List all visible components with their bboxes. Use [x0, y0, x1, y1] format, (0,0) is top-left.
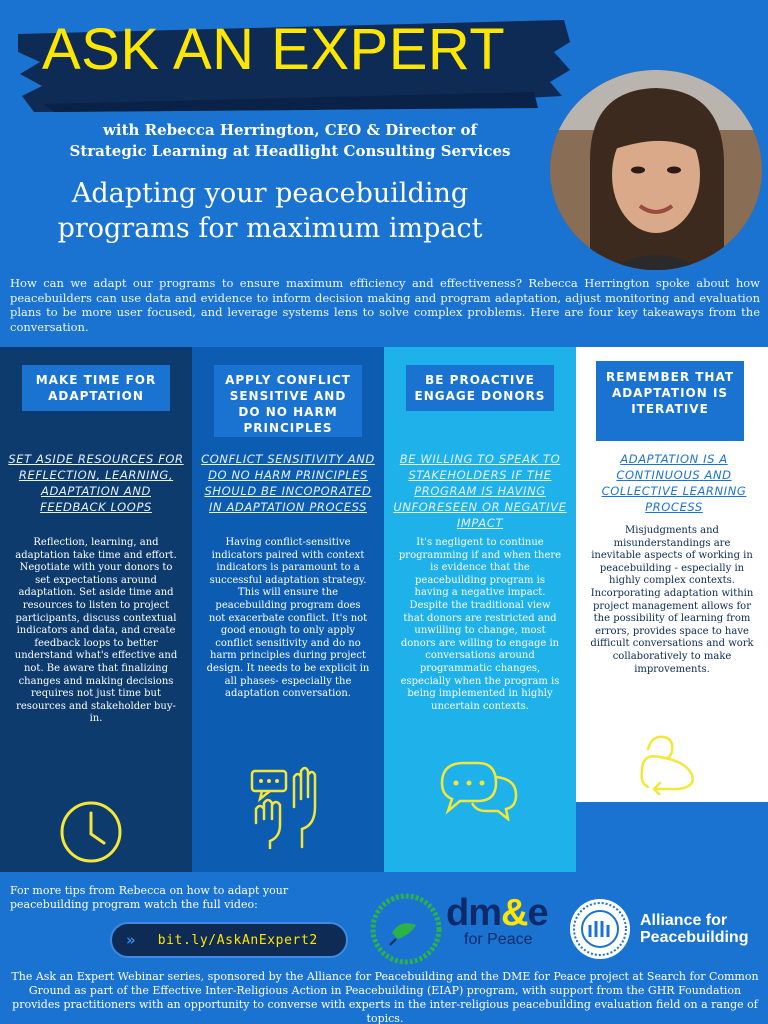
clock-icon — [58, 799, 124, 865]
intro-paragraph: How can we adapt our programs to ensure maximum efficiency and effectiveness? Rebecca Herrington spoke about how peacebuilders can use data and evidence to inform decision making and program adaptation, adjust monitoring and evaluation plans to be more user focused, and leverage systems lens to solve complex problems. Here are four key takeaways from the conversation. — [10, 276, 760, 334]
subtitle-line-1: Adapting your peacebuilding — [71, 178, 469, 209]
takeaway-column-2 — [192, 347, 384, 872]
eiap-logo-icon — [370, 893, 442, 965]
takeaway-heading: REMEMBER THAT ADAPTATION IS ITERATIVE — [596, 361, 744, 441]
video-link-text[interactable]: bit.ly/AskAnExpert2 — [157, 932, 318, 948]
video-link-button[interactable] — [110, 922, 348, 958]
takeaway-body: Misjudgments and misunderstandings are inevitable aspects of working in peacebuilding - especially in highly complex contexts. Incorporating adaptation within project management allows for the possibility of learning from errors, provides space to have difficult conversations and work collaboratively to make improvements. — [590, 525, 754, 675]
chat-bubbles-icon — [436, 755, 522, 821]
video-tip-text: For more tips from Rebecca on how to adapt your peacebuilding program watch the full video: — [10, 884, 289, 911]
iterative-loop-icon — [634, 727, 706, 795]
speaker-byline — [40, 120, 540, 162]
alliance-seal-icon — [568, 897, 632, 961]
dme-tagline: for Peace — [464, 931, 533, 948]
dme-for-peace-logo — [446, 892, 556, 955]
takeaway-subheading: SET ASIDE RESOURCES FOR REFLECTION, LEARNING, ADAPTATION AND FEEDBACK LOOPS — [8, 452, 184, 514]
takeaway-heading: APPLY CONFLICT SENSITIVE AND DO NO HARM PRINCIPLES — [214, 365, 362, 437]
takeaway-body: It's negligent to continue programming if and when there is evidence that the peacebuilding program is having a negative impact. Despite the traditional view that donors are restricted and unwilling to change, most donors are willing to engage in conversations around programmatic changes, especially when the program is being implemented in highly uncertain contexts. — [398, 537, 562, 712]
page-title: ASK AN EXPERT — [42, 17, 506, 82]
double-arrow-icon: » — [126, 931, 136, 949]
webinar-subtitle — [20, 176, 520, 246]
subtitle-line-2: programs for maximum impact — [57, 213, 483, 244]
alliance-line-1: Alliance for — [640, 912, 728, 929]
takeaway-subheading: BE WILLING TO SPEAK TO STAKEHOLDERS IF THE PROGRAM IS HAVING UNFORESEEN OR NEGATIVE IMPACT — [393, 452, 567, 530]
takeaway-body: Reflection, learning, and adaptation take time and effort. Negotiate with your donors to set expectations around adaptation. Set aside time and resources to listen to project participants, discuss contextual indicators and data, and create feedback loops to better understand what's effective and not. Be aware that finalizing changes and making decisions requires not just time but resources and stakeholder buy-in. — [14, 537, 178, 725]
takeaway-subheading: ADAPTATION IS A CONTINUOUS AND COLLECTIVE LEARNING PROCESS — [601, 452, 747, 514]
takeaway-subheading: CONFLICT SENSITIVITY AND DO NO HARM PRINCIPLES SHOULD BE INCOPORATED IN ADAPTATION PROCESS — [201, 452, 375, 514]
takeaway-column-3 — [384, 347, 576, 872]
speaker-photo — [550, 70, 762, 270]
byline-line-1: with Rebecca Herrington, CEO & Director of — [102, 121, 478, 139]
takeaway-body: Having conflict-sensitive indicators paired with context indicators is paramount to a successful adaptation strategy. This will ensure the peacebuilding program does not exacerbate conflict. It's not good enough to only apply conflict sensitivity and do no harm principles during project design. It needs to be explicit in all phases- especially the adaptation conversation. — [206, 537, 370, 700]
takeaway-column-1 — [0, 347, 192, 872]
takeaway-column-4 — [576, 347, 768, 802]
dme-wordmark: dm&e — [446, 892, 548, 934]
takeaway-heading: BE PROACTIVE ENGAGE DONORS — [406, 365, 554, 411]
alliance-line-2: Peacebuilding — [640, 929, 749, 946]
alliance-wordmark — [640, 912, 748, 946]
sponsor-text: The Ask an Expert Webinar series, sponsored by the Alliance for Peacebuilding and the DME for Peace project at Search for Common Ground as part of the Effective Inter-Religious Action in Peacebuilding (EIAP) program, with support from the GHR Foundation provides practitioners with an opportunity to converse with experts in the inter-religious peacebuilding evaluation field on a range of topics. — [11, 970, 759, 1024]
raised-hands-icon — [246, 763, 326, 849]
takeaway-heading: MAKE TIME FOR ADAPTATION — [22, 365, 170, 411]
byline-line-2: Strategic Learning at Headlight Consulting Services — [69, 142, 511, 160]
